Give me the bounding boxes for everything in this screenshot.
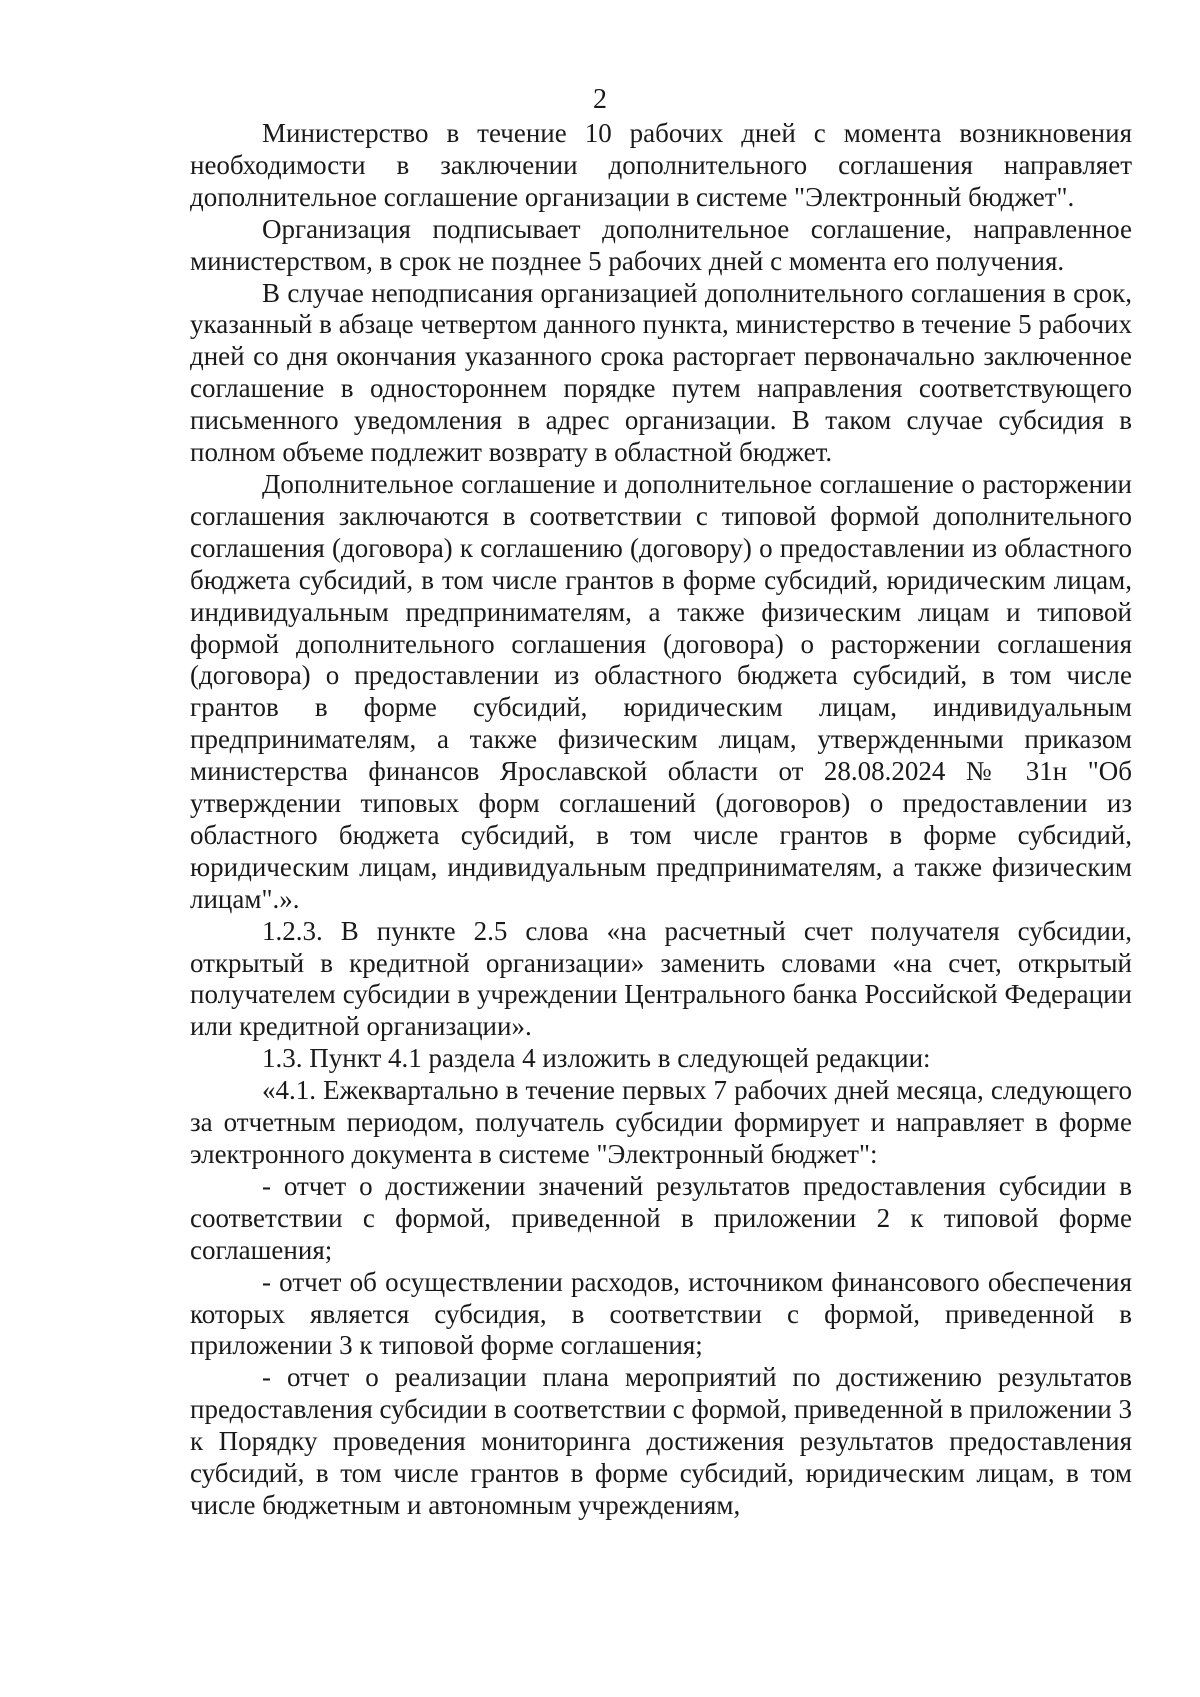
paragraph: Организация подписывает дополнительное соглашение, направленное министерством, в срок не позднее 5 рабочих дней с момента его получения.	[190, 213, 1132, 276]
list-item: - отчет о достижении значений результатов предоставления субсидии в соответствии с формой, приведенной в приложении 2 к типовой форме соглашения;	[190, 1170, 1132, 1265]
list-item: - отчет об осуществлении расходов, источником финансового обеспечения которых является субсидия, в соответствии с формой, приведенной в приложении 3 к типовой форме соглашения;	[190, 1266, 1132, 1361]
paragraph: Министерство в течение 10 рабочих дней с момента возникновения необходимости в заключении дополнительного соглашения направляет дополнительное соглашение организации в системе "Электронный бюджет".	[190, 118, 1132, 212]
list-item: - отчет о реализации плана мероприятий по достижению результатов предоставления субсидии в соответствии с формой, приведенной в приложении 3 к Порядку проведения мониторинга достижения результатов предоставления субсидий, в том числе грантов в форме субсидий, юридическим лицам, в том числе бюджетным и автономным учреждениям,	[190, 1362, 1133, 1520]
page-number: 2	[593, 84, 607, 115]
paragraph: В случае неподписания организацией дополнительного соглашения в срок, указанный в абзаце четвертом данного пункта, министерство в течение 5 рабочих дней со дня окончания указанного срока расторгает первоначально заключенное соглашение в одностороннем порядке путем направления соответствующего письменного уведомления в адрес организации. В таком случае субсидия в полном объеме подлежит возврату в областной бюджет.	[190, 277, 1132, 468]
paragraph: 1.3. Пункт 4.1 раздела 4 изложить в следующей редакции:	[262, 1043, 931, 1074]
paragraph: Дополнительное соглашение и дополнительное соглашение о расторжении соглашения заключаются в соответствии с типовой формой дополнительного соглашения (договора) к соглашению (договору) о предоставлении из областного бюджета субсидий, в том числе грантов в форме субсидий, юридическим лицам, индивидуальным предпринимателям, а также физическим лицам и типовой формой дополнительного соглашения (договора) о расторжении соглашения (договора) о предоставлении из областного бюджета субсидий, в том числе грантов в форме субсидий, юридическим лицам, индивидуальным предпринимателям, а также физическим лицам, утвержденными приказом министерства финансов Ярославской области от 28.08.2024 № 31н "Об утверждении типовых форм соглашений (договоров) о предоставлении из областного бюджета субсидий, в том числе грантов в форме субсидий, юридическим лицам, индивидуальным предпринимателям, а также физическим лицам".».	[190, 468, 1132, 914]
paragraph: «4.1. Ежеквартально в течение первых 7 рабочих дней месяца, следующего за отчетным периодом, получатель субсидии формирует и направляет в форме электронного документа в системе "Электронный бюджет":	[190, 1075, 1132, 1169]
document-body	[190, 118, 1132, 1522]
paragraph: 1.2.3. В пункте 2.5 слова «на расчетный счет получателя субсидии, открытый в кредитной организации» заменить словами «на счет, открытый получателем субсидии в учреждении Центрального банка Российской Федерации или кредитной организации».	[190, 915, 1132, 1042]
